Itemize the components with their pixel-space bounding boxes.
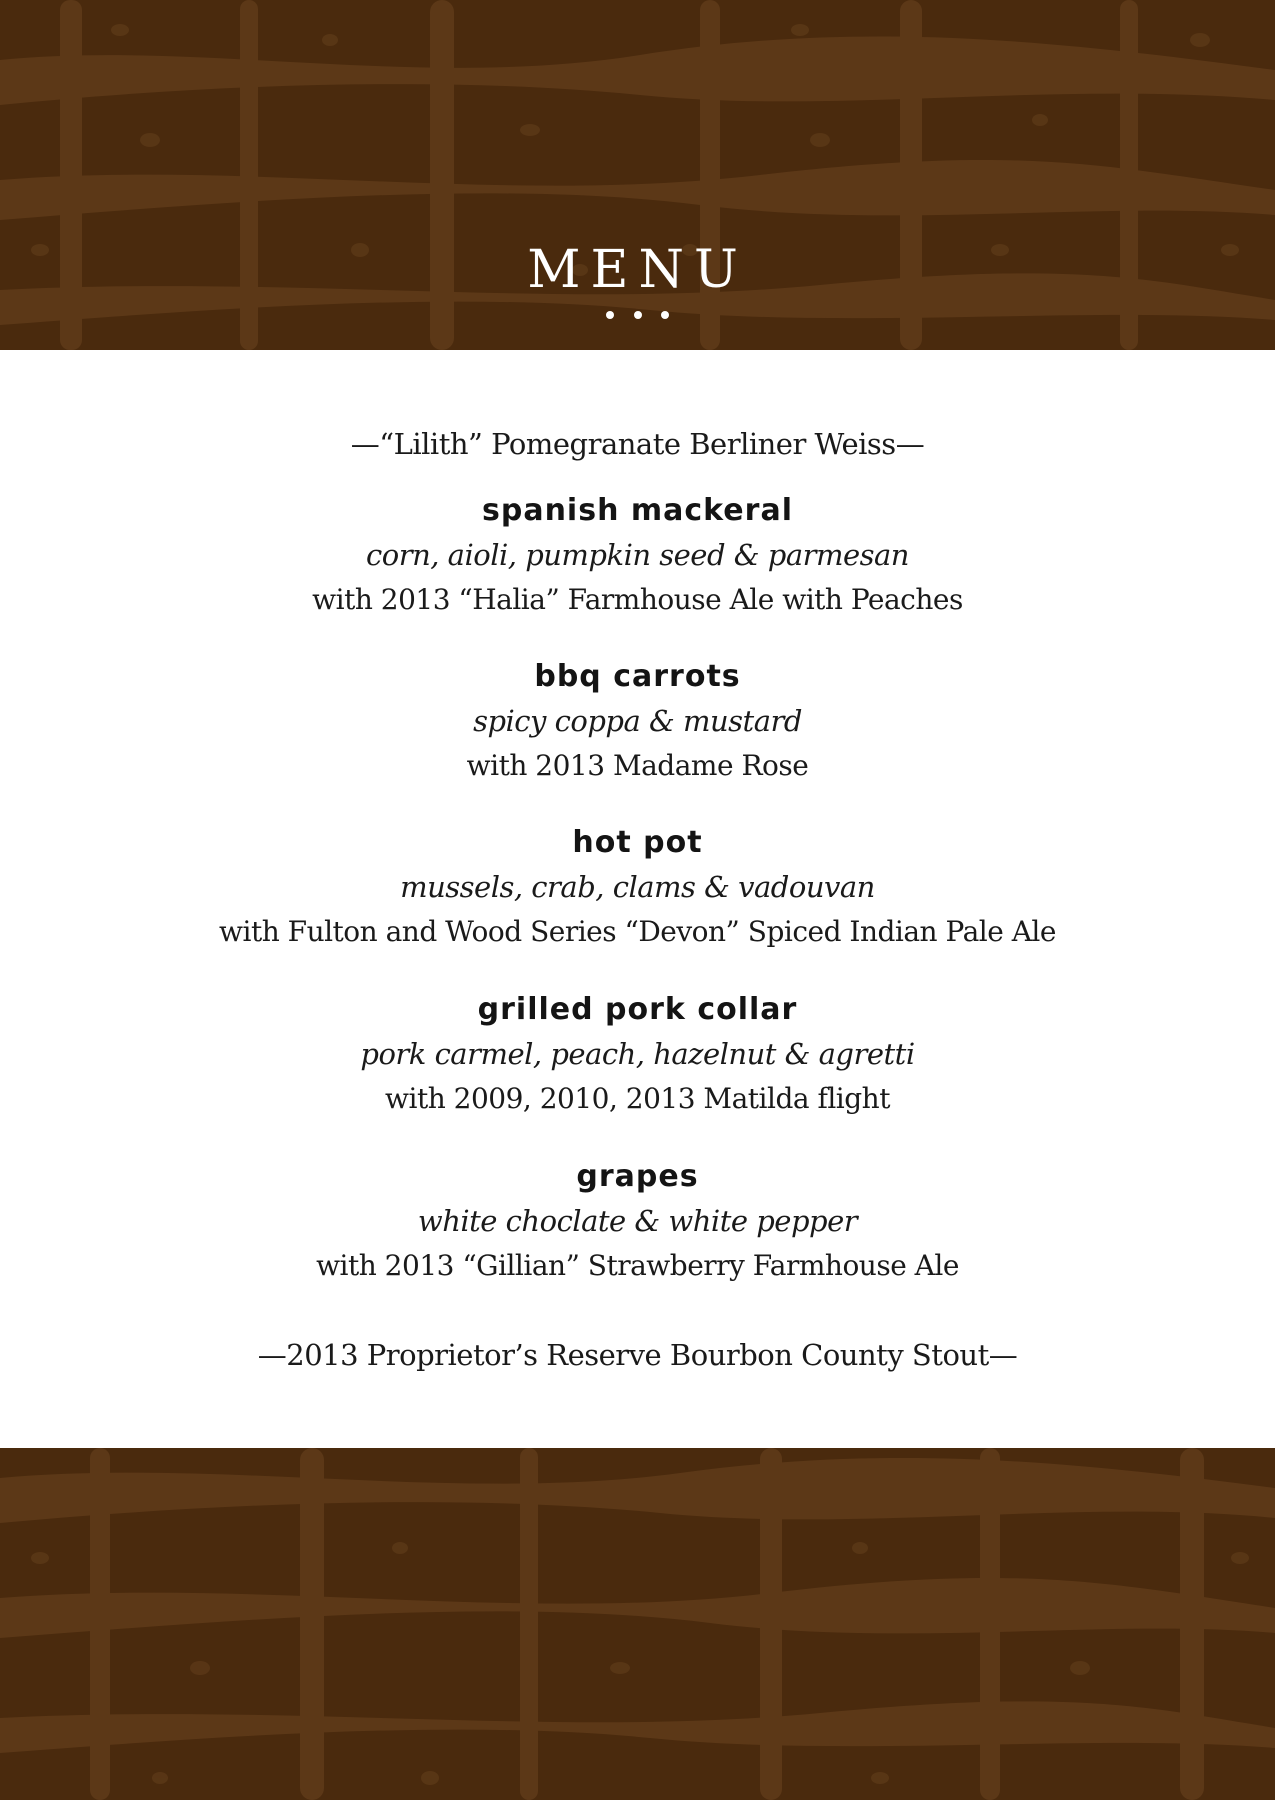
dish-name: grapes — [576, 1159, 699, 1194]
closing-beer: —2013 Proprietor’s Reserve Bourbon County Stout— — [257, 1338, 1018, 1372]
course-item — [0, 1156, 1275, 1288]
beer-pairing: with 2009, 2010, 2013 Matilda flight — [385, 1082, 890, 1115]
dish-name: spanish mackeral — [482, 493, 793, 528]
wood-texture-pattern — [0, 1448, 1275, 1800]
header-band — [0, 0, 1275, 350]
dish-description: mussels, crab, clams & vadouvan — [400, 870, 875, 904]
dish-description: spicy coppa & mustard — [473, 704, 802, 738]
ornament-dot — [634, 311, 642, 319]
beer-pairing: with 2013 “Gillian” Strawberry Farmhouse Ale — [316, 1249, 959, 1282]
dish-description: white choclate & white pepper — [417, 1204, 858, 1238]
beer-pairing: with 2013 Madame Rose — [466, 749, 809, 782]
opening-beer: —“Lilith” Pomegranate Berliner Weiss— — [350, 427, 925, 461]
footer-band — [0, 1448, 1275, 1800]
course-item — [0, 490, 1275, 622]
beer-pairing: with Fulton and Wood Series “Devon” Spiced Indian Pale Ale — [219, 915, 1056, 948]
menu-body — [0, 350, 1275, 1448]
course-item — [0, 989, 1275, 1121]
course-item — [0, 822, 1275, 954]
ornament-dot — [606, 311, 614, 319]
ornament-dot — [661, 311, 669, 319]
dish-name: hot pot — [572, 825, 703, 860]
menu-title: MENU — [527, 240, 748, 300]
title-ornament-dots — [0, 308, 1275, 320]
beer-pairing: with 2013 “Halia” Farmhouse Ale with Peaches — [312, 583, 963, 616]
dish-description: corn, aioli, pumpkin seed & parmesan — [366, 538, 909, 572]
dish-name: bbq carrots — [534, 659, 741, 694]
course-item — [0, 656, 1275, 788]
dish-name: grilled pork collar — [477, 992, 798, 1027]
dish-description: pork carmel, peach, hazelnut & agretti — [360, 1037, 915, 1071]
